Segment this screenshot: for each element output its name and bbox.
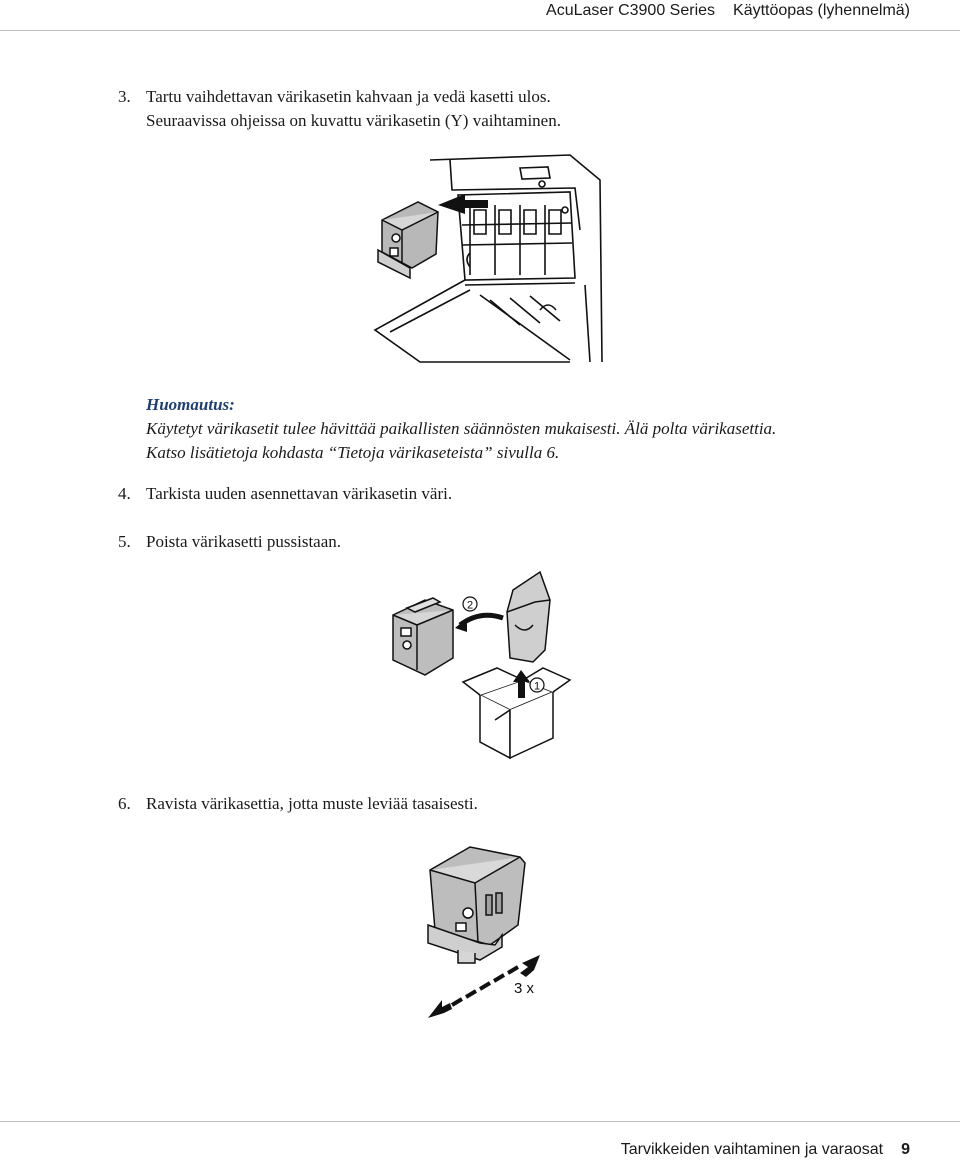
step-number: 6.	[118, 794, 131, 813]
header-title	[546, 0, 910, 22]
step-text: Tarkista uuden asennettavan värikasetin väri.	[146, 484, 453, 503]
callout-1: 1	[533, 680, 541, 693]
step-text: Tartu vaihdettavan värikasetin kahvaan ja vedä kasetti ulos.	[146, 87, 551, 106]
step-number: 5.	[118, 532, 131, 551]
callout-2: 2	[466, 599, 474, 612]
step-5	[118, 530, 341, 554]
footer-text	[621, 1139, 910, 1161]
unpack-cartridge-illustration	[385, 570, 580, 765]
header-product: AcuLaser C3900 Series	[546, 2, 716, 19]
step-number: 4.	[118, 484, 131, 503]
step-text: Ravista värikasettia, jotta muste leviää tasaisesti.	[146, 794, 478, 813]
footer-section: Tarvikkeiden vaihtaminen ja varaosat	[620, 1141, 884, 1158]
note-block	[146, 393, 906, 465]
remove-cartridge-illustration	[370, 150, 610, 365]
step-text: Poista värikasetti pussistaan.	[146, 532, 342, 551]
note-heading: Huomautus:	[146, 395, 235, 414]
shake-count-label: 3 x	[514, 980, 535, 997]
step-4	[118, 482, 452, 506]
shake-cartridge-illustration	[420, 835, 560, 1025]
note-body: Käytetyt värikasetit tulee hävittää paikallisten säännösten mukaisesti. Älä polta värikasettia. Katso lisätietoja kohdasta “Tietoja värikaseteista” sivulla 6.	[146, 419, 777, 462]
header-guide: Käyttöopas (lyhennelmä)	[733, 2, 910, 19]
step-3	[118, 85, 561, 133]
step-text-continued: Seuraavissa ohjeissa on kuvattu värikasetin (Y) vaihtaminen.	[146, 111, 561, 130]
running-footer	[0, 1121, 960, 1158]
step-6	[118, 792, 478, 816]
step-number: 3.	[118, 87, 131, 106]
page-number: 9	[901, 1141, 910, 1158]
running-header	[0, 0, 960, 31]
